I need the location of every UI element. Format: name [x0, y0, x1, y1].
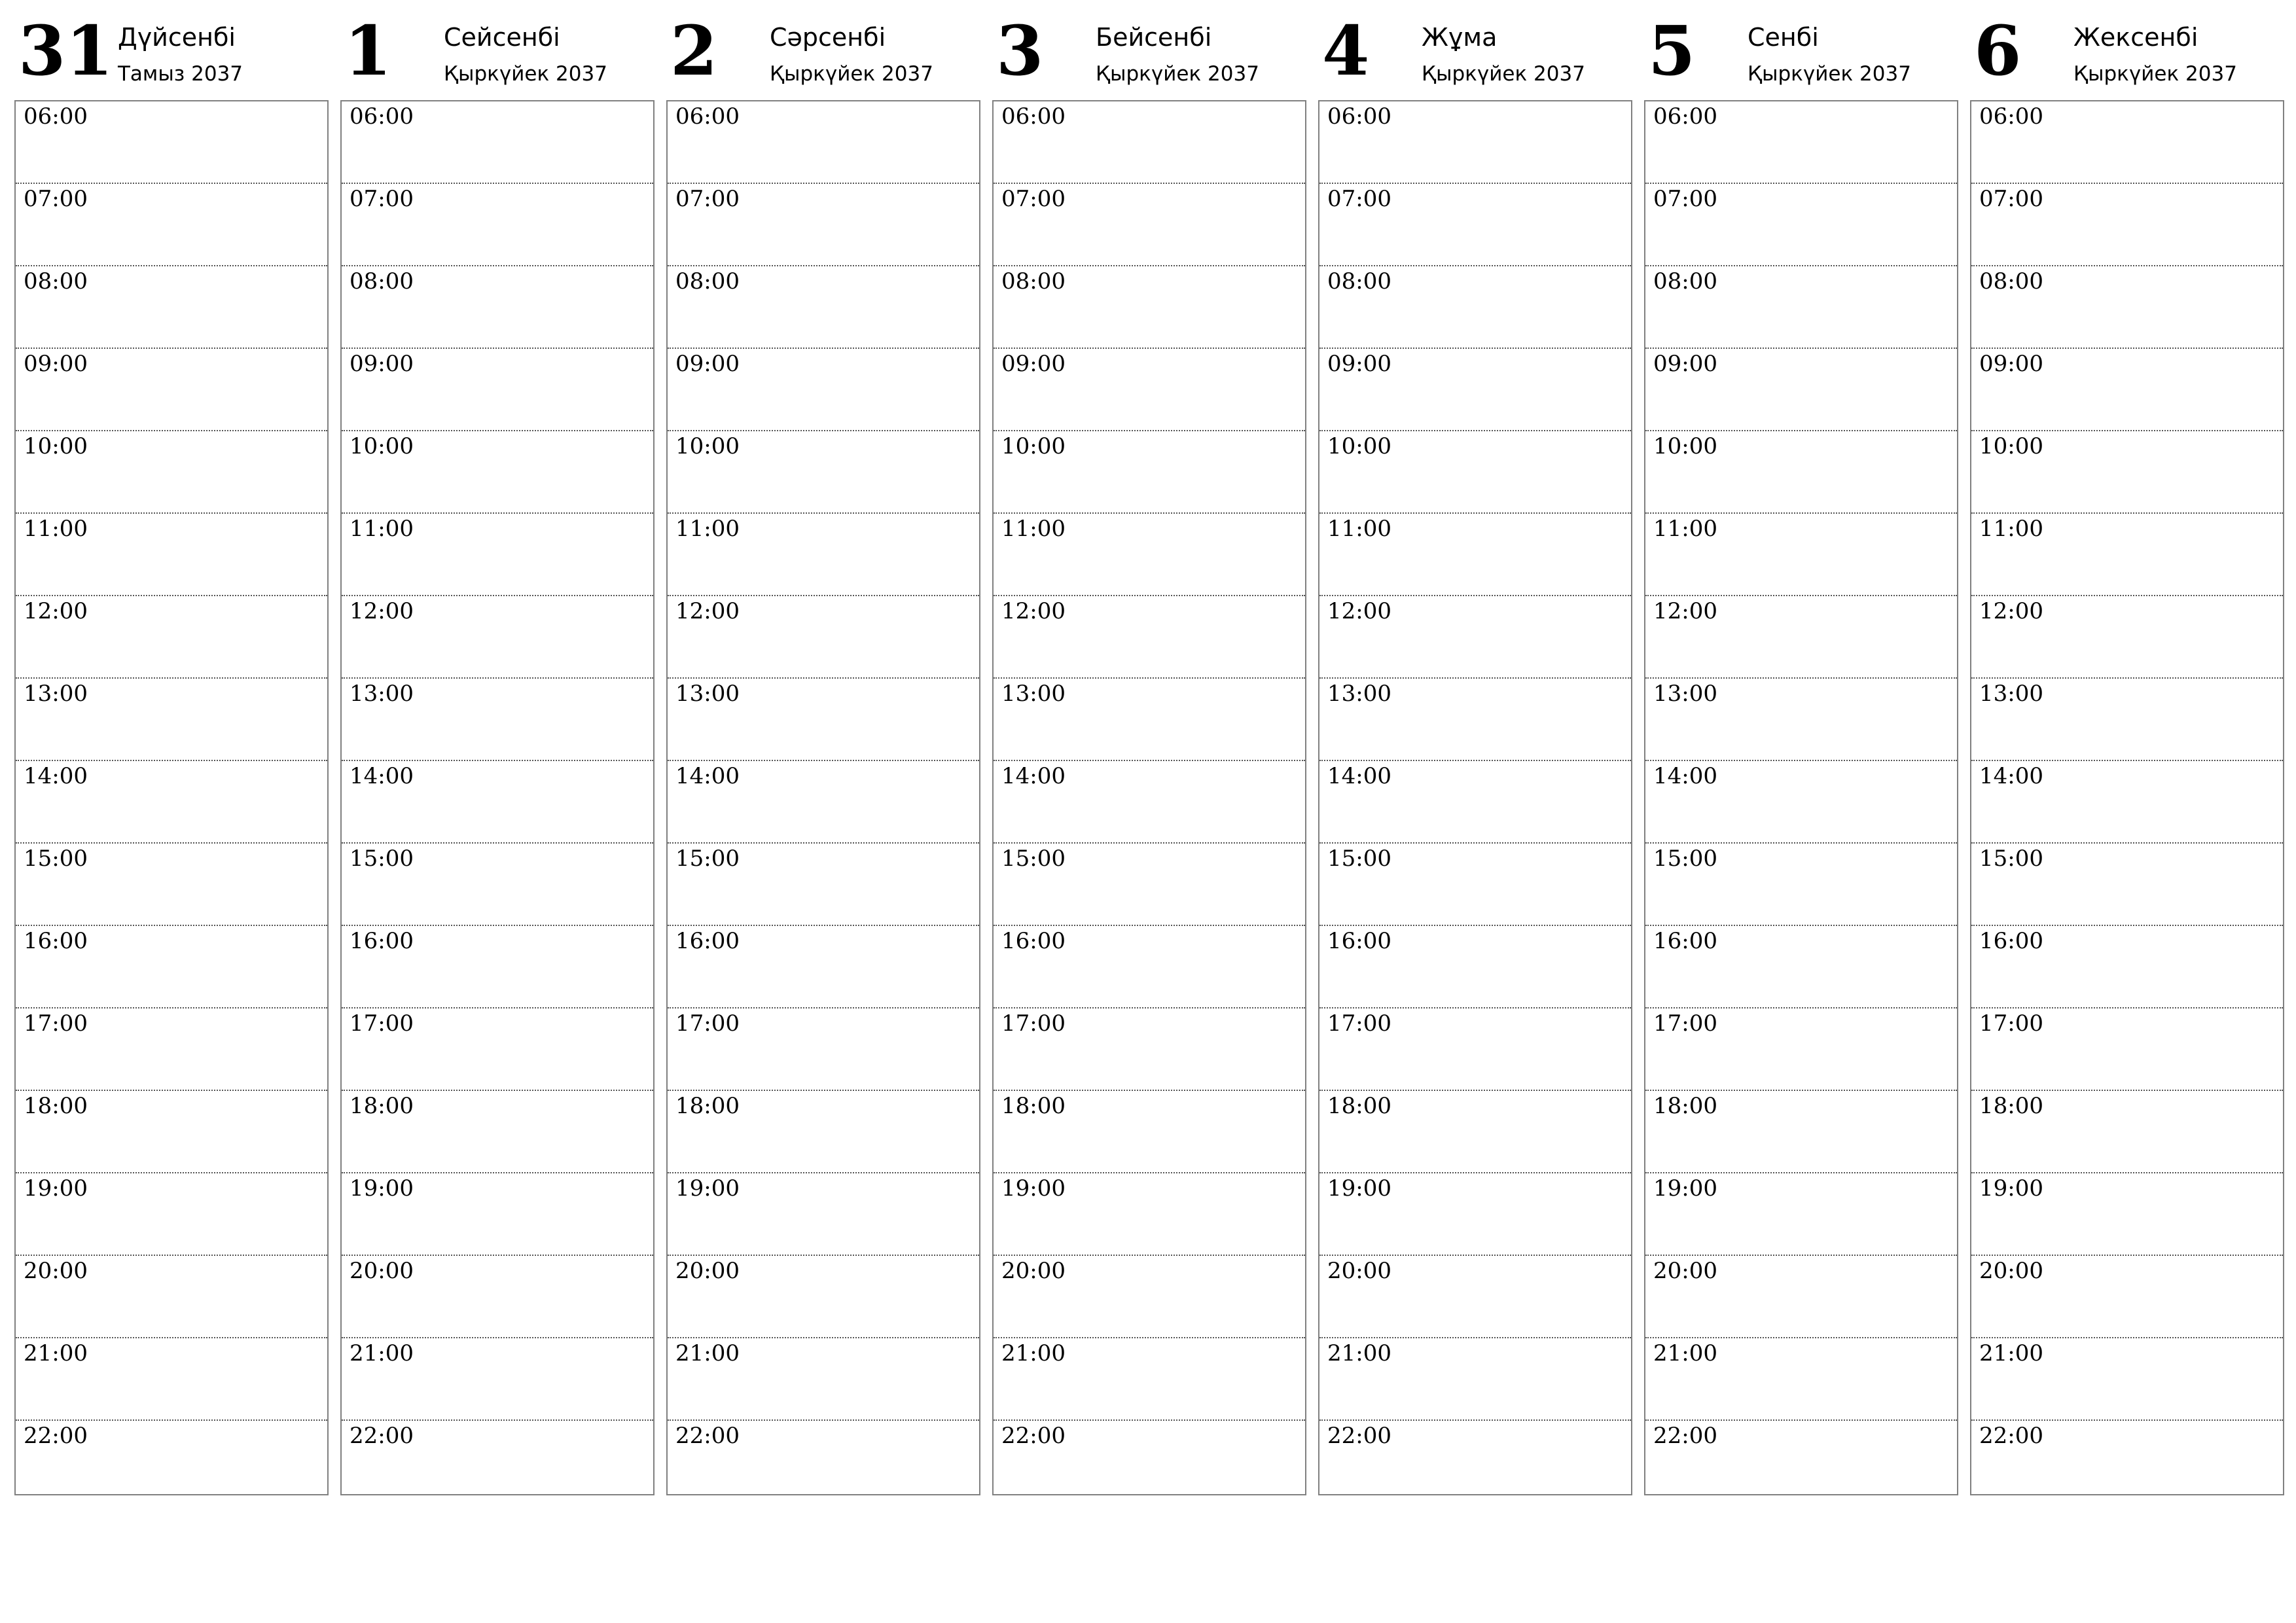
day-month-year: Тамыз 2037 [118, 62, 243, 86]
slot-time-label: 06:00 [24, 103, 88, 130]
day-schedule-box [340, 100, 655, 1495]
day-month-year: Қыркүйек 2037 [1422, 62, 1585, 86]
time-slot[interactable] [342, 844, 653, 926]
time-slot[interactable] [994, 679, 1305, 761]
slot-time-label: 15:00 [1979, 846, 2043, 872]
slot-time-label: 15:00 [1001, 846, 1066, 872]
slot-time-label: 18:00 [1327, 1093, 1391, 1119]
time-slot[interactable] [668, 1338, 979, 1421]
slot-time-label: 06:00 [350, 103, 414, 130]
slot-time-label: 09:00 [1653, 351, 1717, 377]
time-slot[interactable] [342, 266, 653, 349]
slot-time-label: 19:00 [1001, 1175, 1066, 1202]
slot-time-label: 15:00 [675, 846, 740, 872]
time-slot[interactable] [1319, 1173, 1631, 1256]
time-slot[interactable] [1971, 596, 2283, 679]
time-slot[interactable] [1645, 1008, 1957, 1091]
time-slot[interactable] [1971, 101, 2283, 184]
day-number: 2 [670, 10, 718, 91]
slot-time-label: 10:00 [1653, 433, 1717, 459]
slot-time-label: 09:00 [350, 351, 414, 377]
slot-time-label: 17:00 [1979, 1010, 2043, 1037]
slot-time-label: 20:00 [24, 1258, 88, 1284]
day-header [1318, 0, 1632, 98]
day-schedule-box [14, 100, 329, 1495]
slot-time-label: 07:00 [24, 186, 88, 212]
slot-time-label: 16:00 [1653, 928, 1717, 954]
slot-time-label: 13:00 [1327, 681, 1391, 707]
slot-time-label: 16:00 [350, 928, 414, 954]
day-weekday: Жексенбі [2073, 23, 2198, 52]
time-slot[interactable] [16, 184, 327, 266]
slot-time-label: 21:00 [1327, 1340, 1391, 1366]
slot-time-label: 09:00 [1001, 351, 1066, 377]
slot-time-label: 20:00 [1979, 1258, 2043, 1284]
slot-time-label: 21:00 [1979, 1340, 2043, 1366]
slot-time-label: 10:00 [675, 433, 740, 459]
slot-time-label: 08:00 [350, 268, 414, 294]
time-slot[interactable] [1319, 1338, 1631, 1421]
day-month-year: Қыркүйек 2037 [1748, 62, 1911, 86]
slot-time-label: 19:00 [1327, 1175, 1391, 1202]
slot-time-label: 14:00 [350, 763, 414, 789]
slot-time-label: 10:00 [1327, 433, 1391, 459]
slot-time-label: 14:00 [1653, 763, 1717, 789]
time-slot[interactable] [1319, 926, 1631, 1008]
slot-time-label: 15:00 [1653, 846, 1717, 872]
slot-time-label: 11:00 [675, 516, 740, 542]
slot-time-label: 14:00 [675, 763, 740, 789]
time-slot[interactable] [1971, 761, 2283, 844]
slot-time-label: 14:00 [24, 763, 88, 789]
time-slot[interactable] [1971, 514, 2283, 596]
time-slot[interactable] [1319, 431, 1631, 514]
slot-time-label: 06:00 [675, 103, 740, 130]
slot-time-label: 06:00 [1653, 103, 1717, 130]
day-column [1970, 0, 2284, 1499]
time-slot[interactable] [16, 844, 327, 926]
time-slot[interactable] [994, 101, 1305, 184]
slot-time-label: 16:00 [1001, 928, 1066, 954]
slot-time-label: 10:00 [1979, 433, 2043, 459]
slot-time-label: 22:00 [1327, 1423, 1391, 1449]
day-column [666, 0, 980, 1499]
day-weekday: Жұма [1422, 23, 1498, 52]
day-month-year: Қыркүйек 2037 [444, 62, 607, 86]
time-slot[interactable] [1645, 844, 1957, 926]
slot-time-label: 13:00 [1979, 681, 2043, 707]
slot-time-label: 15:00 [1327, 846, 1391, 872]
time-slot[interactable] [16, 1173, 327, 1256]
slot-time-label: 06:00 [1001, 103, 1066, 130]
time-slot[interactable] [1971, 431, 2283, 514]
slot-time-label: 07:00 [1327, 186, 1391, 212]
slot-time-label: 13:00 [350, 681, 414, 707]
time-slot[interactable] [668, 926, 979, 1008]
time-slot[interactable] [342, 596, 653, 679]
time-slot[interactable] [994, 761, 1305, 844]
slot-time-label: 22:00 [24, 1423, 88, 1449]
time-slot[interactable] [1971, 1338, 2283, 1421]
time-slot[interactable] [994, 349, 1305, 431]
time-slot[interactable] [16, 266, 327, 349]
time-slot[interactable] [1645, 514, 1957, 596]
time-slot[interactable] [1319, 679, 1631, 761]
day-schedule-box [666, 100, 980, 1495]
time-slot[interactable] [994, 431, 1305, 514]
time-slot[interactable] [16, 679, 327, 761]
time-slot[interactable] [1319, 1091, 1631, 1173]
slot-time-label: 12:00 [1327, 598, 1391, 624]
slot-time-label: 11:00 [1001, 516, 1066, 542]
slot-time-label: 20:00 [1653, 1258, 1717, 1284]
slot-time-label: 14:00 [1001, 763, 1066, 789]
slot-time-label: 12:00 [24, 598, 88, 624]
day-number: 3 [996, 10, 1044, 91]
time-slot[interactable] [1971, 1421, 2283, 1505]
slot-time-label: 22:00 [675, 1423, 740, 1449]
time-slot[interactable] [1319, 349, 1631, 431]
slot-time-label: 10:00 [24, 433, 88, 459]
time-slot[interactable] [16, 1421, 327, 1505]
slot-time-label: 07:00 [1653, 186, 1717, 212]
day-weekday: Сәрсенбі [770, 23, 886, 52]
time-slot[interactable] [1971, 1173, 2283, 1256]
day-weekday: Сенбі [1748, 23, 1819, 52]
time-slot[interactable] [994, 1008, 1305, 1091]
time-slot[interactable] [668, 596, 979, 679]
time-slot[interactable] [1645, 761, 1957, 844]
time-slot[interactable] [1645, 1256, 1957, 1338]
slot-time-label: 10:00 [1001, 433, 1066, 459]
time-slot[interactable] [1319, 101, 1631, 184]
slot-time-label: 06:00 [1327, 103, 1391, 130]
slot-time-label: 06:00 [1979, 103, 2043, 130]
slot-time-label: 17:00 [675, 1010, 740, 1037]
slot-time-label: 09:00 [1327, 351, 1391, 377]
slot-time-label: 22:00 [1979, 1423, 2043, 1449]
slot-time-label: 22:00 [350, 1423, 414, 1449]
time-slot[interactable] [342, 926, 653, 1008]
time-slot[interactable] [1645, 679, 1957, 761]
time-slot[interactable] [668, 349, 979, 431]
slot-time-label: 20:00 [675, 1258, 740, 1284]
time-slot[interactable] [342, 349, 653, 431]
time-slot[interactable] [1645, 266, 1957, 349]
slot-time-label: 12:00 [350, 598, 414, 624]
slot-time-label: 21:00 [1653, 1340, 1717, 1366]
time-slot[interactable] [342, 761, 653, 844]
time-slot[interactable] [342, 1173, 653, 1256]
day-column [992, 0, 1306, 1499]
time-slot[interactable] [668, 761, 979, 844]
slot-time-label: 07:00 [675, 186, 740, 212]
time-slot[interactable] [668, 1421, 979, 1505]
time-slot[interactable] [1319, 1256, 1631, 1338]
time-slot[interactable] [668, 844, 979, 926]
time-slot[interactable] [1645, 349, 1957, 431]
time-slot[interactable] [16, 926, 327, 1008]
day-weekday: Сейсенбі [444, 23, 560, 52]
slot-time-label: 18:00 [1653, 1093, 1717, 1119]
slot-time-label: 13:00 [1653, 681, 1717, 707]
weekly-planner [14, 0, 2286, 1505]
slot-time-label: 17:00 [24, 1010, 88, 1037]
slot-time-label: 08:00 [1653, 268, 1717, 294]
time-slot[interactable] [342, 101, 653, 184]
slot-time-label: 18:00 [1979, 1093, 2043, 1119]
slot-time-label: 19:00 [24, 1175, 88, 1202]
slot-time-label: 16:00 [675, 928, 740, 954]
time-slot[interactable] [16, 1008, 327, 1091]
time-slot[interactable] [668, 101, 979, 184]
time-slot[interactable] [1645, 184, 1957, 266]
time-slot[interactable] [1645, 1421, 1957, 1505]
slot-time-label: 12:00 [1653, 598, 1717, 624]
slot-time-label: 09:00 [24, 351, 88, 377]
day-column [1318, 0, 1632, 1499]
day-number: 5 [1648, 10, 1696, 91]
time-slot[interactable] [342, 1256, 653, 1338]
time-slot[interactable] [1319, 266, 1631, 349]
slot-time-label: 11:00 [24, 516, 88, 542]
slot-time-label: 19:00 [350, 1175, 414, 1202]
slot-time-label: 22:00 [1001, 1423, 1066, 1449]
time-slot[interactable] [1971, 1091, 2283, 1173]
time-slot[interactable] [668, 184, 979, 266]
time-slot[interactable] [1319, 1008, 1631, 1091]
day-month-year: Қыркүйек 2037 [1096, 62, 1259, 86]
time-slot[interactable] [16, 761, 327, 844]
time-slot[interactable] [1645, 926, 1957, 1008]
time-slot[interactable] [994, 1173, 1305, 1256]
slot-time-label: 22:00 [1653, 1423, 1717, 1449]
slot-time-label: 18:00 [350, 1093, 414, 1119]
day-header [666, 0, 980, 98]
time-slot[interactable] [342, 514, 653, 596]
time-slot[interactable] [668, 514, 979, 596]
day-column [1644, 0, 1958, 1499]
slot-time-label: 07:00 [350, 186, 414, 212]
time-slot[interactable] [16, 1091, 327, 1173]
time-slot[interactable] [668, 1091, 979, 1173]
time-slot[interactable] [1319, 761, 1631, 844]
slot-time-label: 13:00 [675, 681, 740, 707]
day-schedule-box [992, 100, 1306, 1495]
slot-time-label: 11:00 [1327, 516, 1391, 542]
slot-time-label: 14:00 [1979, 763, 2043, 789]
time-slot[interactable] [1971, 349, 2283, 431]
time-slot[interactable] [668, 1173, 979, 1256]
time-slot[interactable] [1971, 266, 2283, 349]
slot-time-label: 20:00 [1327, 1258, 1391, 1284]
time-slot[interactable] [994, 926, 1305, 1008]
time-slot[interactable] [16, 596, 327, 679]
time-slot[interactable] [1645, 1338, 1957, 1421]
day-header [340, 0, 655, 98]
time-slot[interactable] [1971, 1008, 2283, 1091]
time-slot[interactable] [994, 844, 1305, 926]
day-number: 6 [1974, 10, 2022, 91]
slot-time-label: 10:00 [350, 433, 414, 459]
slot-time-label: 07:00 [1001, 186, 1066, 212]
slot-time-label: 11:00 [350, 516, 414, 542]
day-weekday: Дүйсенбі [118, 23, 236, 52]
time-slot[interactable] [342, 1008, 653, 1091]
time-slot[interactable] [668, 431, 979, 514]
slot-time-label: 11:00 [1653, 516, 1717, 542]
time-slot[interactable] [1645, 431, 1957, 514]
slot-time-label: 08:00 [1001, 268, 1066, 294]
slot-time-label: 15:00 [350, 846, 414, 872]
time-slot[interactable] [16, 431, 327, 514]
time-slot[interactable] [994, 184, 1305, 266]
time-slot[interactable] [994, 1421, 1305, 1505]
time-slot[interactable] [1645, 1173, 1957, 1256]
day-month-year: Қыркүйек 2037 [2073, 62, 2237, 86]
time-slot[interactable] [994, 1091, 1305, 1173]
day-schedule-box [1318, 100, 1632, 1495]
time-slot[interactable] [342, 1338, 653, 1421]
day-header [1644, 0, 1958, 98]
slot-time-label: 17:00 [350, 1010, 414, 1037]
time-slot[interactable] [342, 1091, 653, 1173]
day-schedule-box [1970, 100, 2284, 1495]
slot-time-label: 19:00 [1979, 1175, 2043, 1202]
slot-time-label: 11:00 [1979, 516, 2043, 542]
time-slot[interactable] [994, 1338, 1305, 1421]
time-slot[interactable] [342, 1421, 653, 1505]
slot-time-label: 21:00 [24, 1340, 88, 1366]
day-month-year: Қыркүйек 2037 [770, 62, 933, 86]
time-slot[interactable] [1319, 514, 1631, 596]
time-slot[interactable] [342, 431, 653, 514]
slot-time-label: 12:00 [1979, 598, 2043, 624]
time-slot[interactable] [16, 1338, 327, 1421]
time-slot[interactable] [668, 266, 979, 349]
slot-time-label: 19:00 [1653, 1175, 1717, 1202]
time-slot[interactable] [668, 1256, 979, 1338]
slot-time-label: 08:00 [24, 268, 88, 294]
day-schedule-box [1644, 100, 1958, 1495]
slot-time-label: 16:00 [1327, 928, 1391, 954]
slot-time-label: 13:00 [1001, 681, 1066, 707]
time-slot[interactable] [1319, 844, 1631, 926]
slot-time-label: 18:00 [24, 1093, 88, 1119]
day-number: 1 [344, 10, 392, 91]
time-slot[interactable] [16, 514, 327, 596]
day-number: 31 [18, 10, 113, 91]
slot-time-label: 12:00 [1001, 598, 1066, 624]
time-slot[interactable] [16, 349, 327, 431]
slot-time-label: 19:00 [675, 1175, 740, 1202]
slot-time-label: 08:00 [675, 268, 740, 294]
day-header [992, 0, 1306, 98]
slot-time-label: 12:00 [675, 598, 740, 624]
time-slot[interactable] [668, 1008, 979, 1091]
slot-time-label: 16:00 [24, 928, 88, 954]
slot-time-label: 20:00 [1001, 1258, 1066, 1284]
slot-time-label: 18:00 [675, 1093, 740, 1119]
slot-time-label: 08:00 [1979, 268, 2043, 294]
slot-time-label: 21:00 [675, 1340, 740, 1366]
day-weekday: Бейсенбі [1096, 23, 1212, 52]
slot-time-label: 14:00 [1327, 763, 1391, 789]
slot-time-label: 13:00 [24, 681, 88, 707]
time-slot[interactable] [1645, 1091, 1957, 1173]
slot-time-label: 07:00 [1979, 186, 2043, 212]
day-column [340, 0, 655, 1499]
day-header [1970, 0, 2284, 98]
time-slot[interactable] [342, 679, 653, 761]
time-slot[interactable] [1971, 844, 2283, 926]
time-slot[interactable] [1319, 184, 1631, 266]
slot-time-label: 18:00 [1001, 1093, 1066, 1119]
slot-time-label: 09:00 [1979, 351, 2043, 377]
time-slot[interactable] [16, 101, 327, 184]
time-slot[interactable] [1645, 101, 1957, 184]
slot-time-label: 21:00 [350, 1340, 414, 1366]
slot-time-label: 16:00 [1979, 928, 2043, 954]
slot-time-label: 08:00 [1327, 268, 1391, 294]
slot-time-label: 17:00 [1653, 1010, 1717, 1037]
slot-time-label: 17:00 [1001, 1010, 1066, 1037]
time-slot[interactable] [994, 1256, 1305, 1338]
time-slot[interactable] [994, 596, 1305, 679]
slot-time-label: 20:00 [350, 1258, 414, 1284]
time-slot[interactable] [1319, 596, 1631, 679]
time-slot[interactable] [1971, 679, 2283, 761]
day-header [14, 0, 329, 98]
time-slot[interactable] [668, 679, 979, 761]
day-column [14, 0, 329, 1499]
slot-time-label: 21:00 [1001, 1340, 1066, 1366]
time-slot[interactable] [1319, 1421, 1631, 1505]
time-slot[interactable] [1971, 184, 2283, 266]
slot-time-label: 09:00 [675, 351, 740, 377]
slot-time-label: 15:00 [24, 846, 88, 872]
time-slot[interactable] [994, 514, 1305, 596]
time-slot[interactable] [994, 266, 1305, 349]
time-slot[interactable] [1645, 596, 1957, 679]
day-number: 4 [1322, 10, 1370, 91]
time-slot[interactable] [16, 1256, 327, 1338]
time-slot[interactable] [1971, 926, 2283, 1008]
time-slot[interactable] [342, 184, 653, 266]
time-slot[interactable] [1971, 1256, 2283, 1338]
slot-time-label: 17:00 [1327, 1010, 1391, 1037]
